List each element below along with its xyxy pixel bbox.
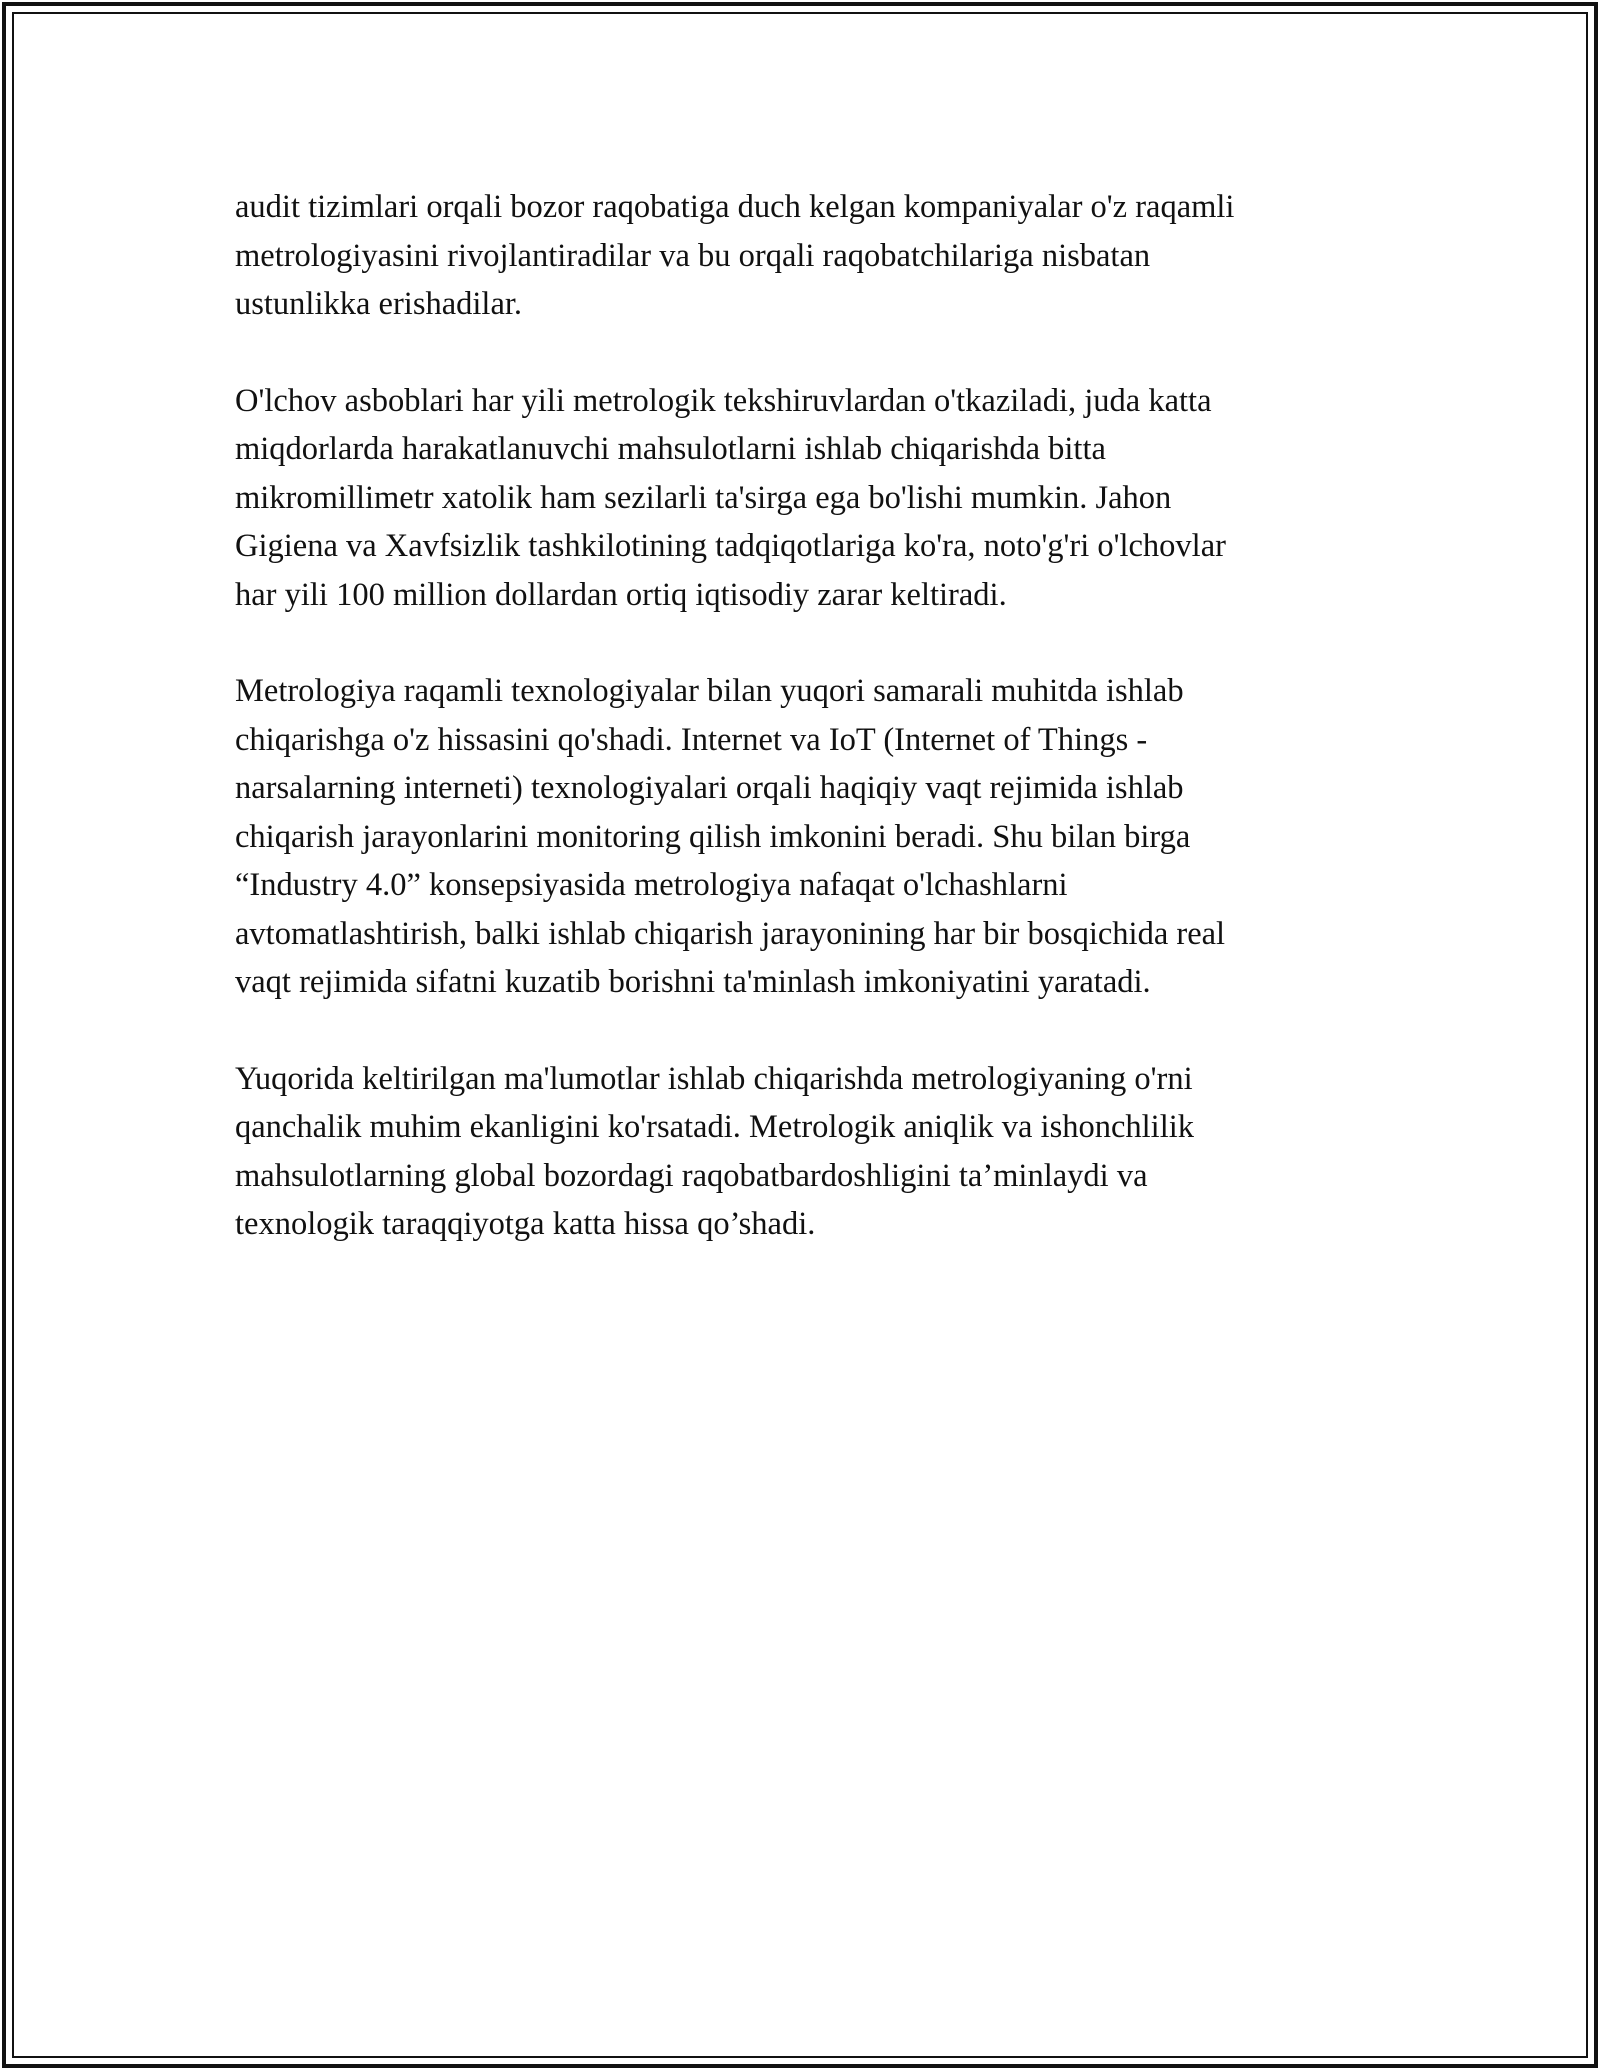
text-line: har yili 100 million dollardan ortiq iqtisodiy zarar keltiradi.	[235, 576, 1007, 613]
text-line: chiqarishga o'z hissasini qo'shadi. Internet va IoT (Internet of Things -	[235, 721, 1148, 758]
text-line: narsalarning interneti) texnologiyalari orqali haqiqiy vaqt rejimida ishlab	[235, 770, 1184, 806]
paragraph-2	[235, 377, 1370, 620]
text-line: Yuqorida keltirilgan ma'lumotlar ishlab chiqarishda metrologiyaning o'rni	[235, 1060, 1193, 1097]
text-line: texnologik taraqqiyotga katta hissa qo’shadi.	[235, 1206, 816, 1242]
text-line: “Industry 4.0” konsepsiyasida metrologiya nafaqat o'lchashlarni	[235, 867, 1068, 903]
document-body	[235, 183, 1370, 1297]
text-line: metrologiyasini rivojlantiradilar va bu orqali raqobatchilariga nisbatan	[235, 237, 1151, 274]
paragraph-1	[235, 183, 1370, 329]
text-line: O'lchov asboblari har yili metrologik tekshiruvlardan o'tkaziladi, juda katta	[235, 382, 1212, 419]
paragraph-4	[235, 1055, 1370, 1249]
text-line: audit tizimlari orqali bozor raqobatiga duch kelgan kompaniyalar o'z raqamli	[235, 189, 1235, 225]
text-line: ustunlikka erishadilar.	[235, 286, 523, 322]
text-line: vaqt rejimida sifatni kuzatib borishni ta'minlash imkoniyatini yaratadi.	[235, 964, 1151, 1000]
text-line: Metrologiya raqamli texnologiyalar bilan yuqori samarali muhitda ishlab	[235, 673, 1184, 709]
text-line: Gigiena va Xavfsizlik tashkilotining tadqiqotlariga ko'ra, noto'g'ri o'lchovlar	[235, 528, 1226, 564]
text-line: qanchalik muhim ekanligini ko'rsatadi. Metrologik aniqlik va ishonchlilik	[235, 1109, 1195, 1145]
text-line: mikromillimetr xatolik ham sezilarli ta'sirga ega bo'lishi mumkin. Jahon	[235, 479, 1172, 516]
paragraph-3	[235, 667, 1370, 1007]
text-line: miqdorlarda harakatlanuvchi mahsulotlarni ishlab chiqarishda bitta	[235, 431, 1106, 467]
text-line: chiqarish jarayonlarini monitoring qilish imkonini beradi. Shu bilan birga	[235, 818, 1191, 855]
text-line: mahsulotlarning global bozordagi raqobatbardoshligini ta’minlaydi va	[235, 1157, 1148, 1194]
text-line: avtomatlashtirish, balki ishlab chiqarish jarayonining har bir bosqichida real	[235, 915, 1226, 952]
